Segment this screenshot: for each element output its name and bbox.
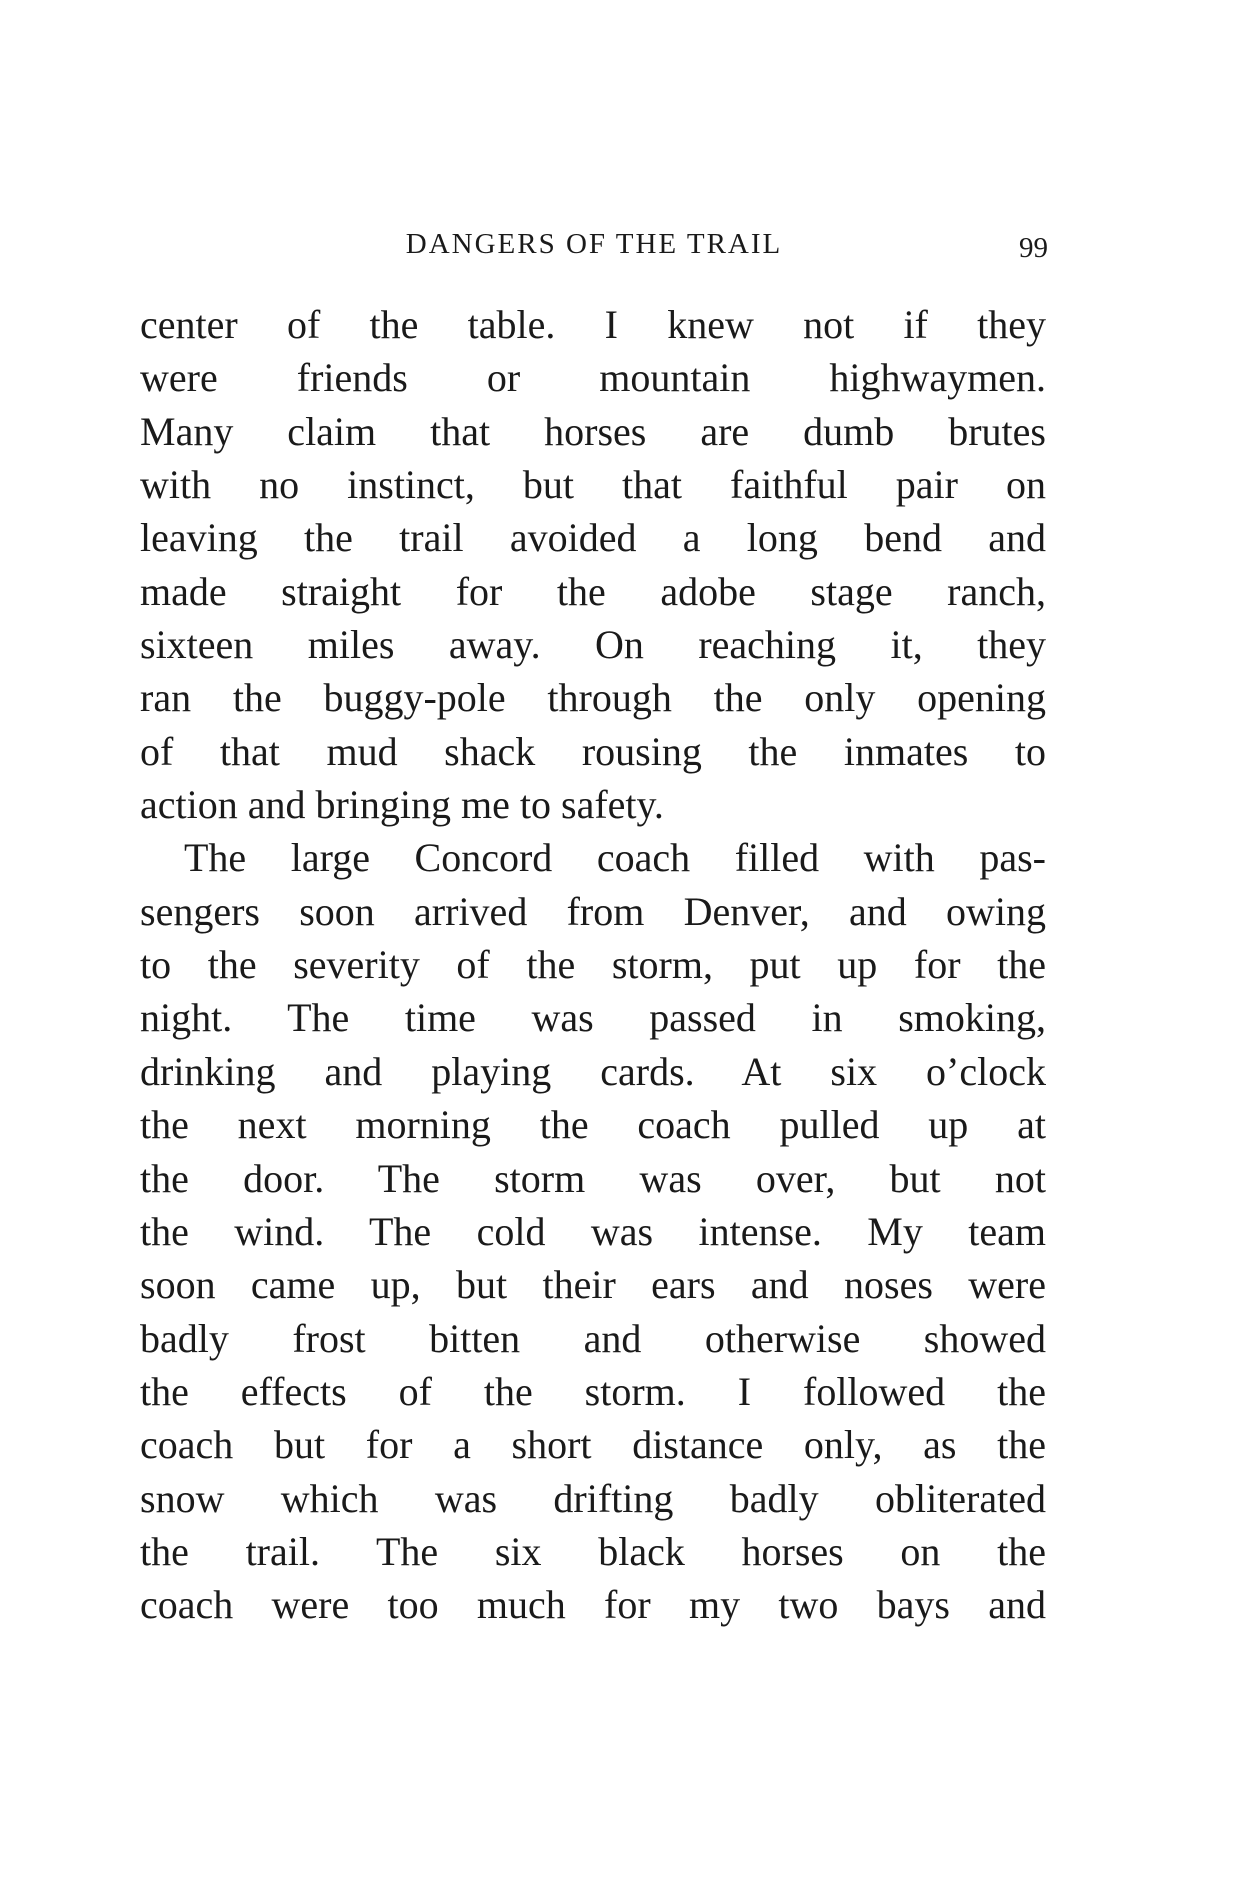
page-number: 99 <box>1019 232 1048 264</box>
text-line: the trail. The six black horses on the <box>140 1528 1046 1574</box>
text-line: the effects of the storm. I followed the <box>140 1368 1046 1414</box>
text-line: to the severity of the storm, put up for the <box>140 942 1046 988</box>
text-line: coach but for a short distance only, as the <box>140 1422 1046 1468</box>
text-line: the wind. The cold was intense. My team <box>140 1208 1046 1254</box>
text-line: with no instinct, but that faithful pair on <box>140 462 1046 508</box>
text-line: soon came up, but their ears and noses were <box>140 1262 1046 1308</box>
text-line: night. The time was passed in smoking, <box>140 995 1046 1041</box>
running-head <box>140 228 1048 268</box>
text-line: made straight for the adobe stage ranch, <box>140 568 1046 614</box>
text-line: ran the buggy-pole through the only opening <box>140 675 1046 721</box>
text-line: sixteen miles away. On reaching it, they <box>140 622 1046 668</box>
text-line: The large Concord coach filled with pas- <box>184 835 1046 881</box>
body-text <box>140 298 1046 1632</box>
text-line: sengers soon arrived from Denver, and owing <box>140 888 1046 934</box>
text-line: Many claim that horses are dumb brutes <box>140 408 1046 454</box>
text-line: drinking and playing cards. At six o’clock <box>140 1048 1046 1094</box>
text-line: the door. The storm was over, but not <box>140 1155 1046 1201</box>
text-line: action and bringing me to safety. <box>140 782 664 828</box>
running-title: DANGERS OF THE TRAIL <box>405 228 783 260</box>
text-line: coach were too much for my two bays and <box>140 1582 1046 1628</box>
text-line: of that mud shack rousing the inmates to <box>140 728 1046 774</box>
text-line: badly frost bitten and otherwise showed <box>140 1315 1046 1361</box>
text-line: were friends or mountain highwaymen. <box>140 355 1046 401</box>
text-line: leaving the trail avoided a long bend and <box>140 515 1046 561</box>
text-line: snow which was drifting badly obliterated <box>140 1475 1046 1521</box>
text-line: the next morning the coach pulled up at <box>140 1102 1046 1148</box>
text-line: center of the table. I knew not if they <box>140 302 1046 347</box>
